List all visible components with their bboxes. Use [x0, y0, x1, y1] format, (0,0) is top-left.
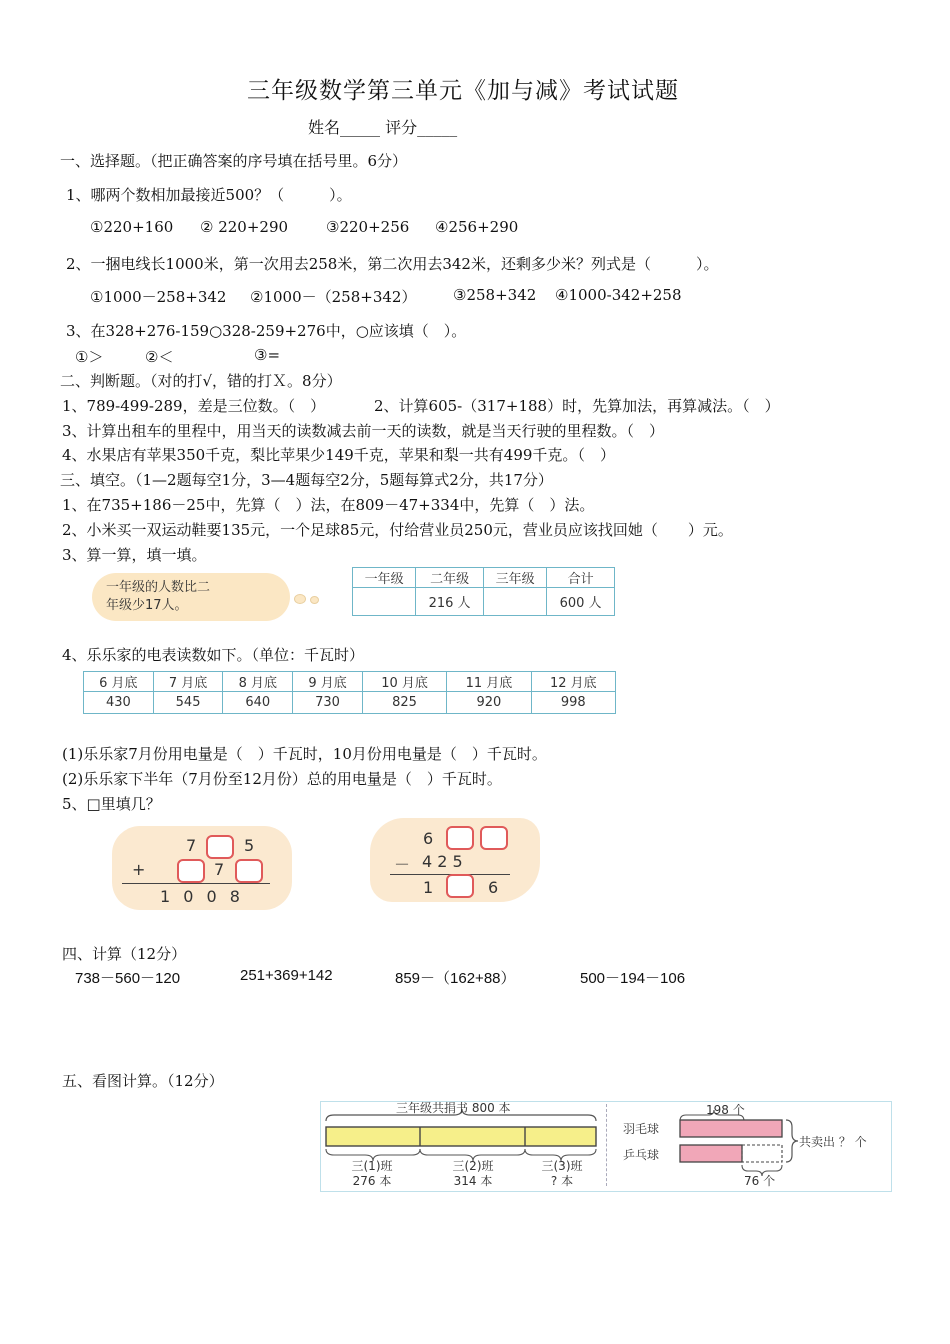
s3-q4-2: (2)乐乐家下半年（7月份至12月份）总的用电量是（ ）千瓦时。: [62, 770, 502, 788]
total-sold-label: 共卖出 ？ 个: [799, 1135, 867, 1149]
pingpong-label: 乒乓球: [623, 1148, 660, 1162]
puzzle2-digit: 6: [423, 829, 434, 848]
meter-header: 8 月底: [223, 672, 293, 692]
page-title: 三年级数学第三单元《加与减》考试试题: [247, 78, 679, 104]
class1-name: 三(1)班: [351, 1159, 393, 1173]
class2-name: 三(2)班: [452, 1159, 494, 1173]
s1-q1-opt3: ③220+256: [326, 218, 410, 236]
blank-box[interactable]: [177, 859, 205, 883]
meter-header: 7 月底: [153, 672, 223, 692]
minus-sign: －: [394, 855, 411, 874]
puzzle1-digit: 7: [186, 836, 197, 855]
class1-value: 276 本: [352, 1174, 392, 1188]
badminton-bar: [680, 1120, 782, 1137]
s2-q2: 2、计算605-（317+188）时，先算加法，再算减法。（ ）: [374, 397, 780, 415]
blank-box[interactable]: [235, 859, 263, 883]
s1-q1-opt4: ④256+290: [435, 218, 519, 236]
meter-cell: 545: [153, 692, 223, 714]
calc-expr-3: 859－（162+88）: [395, 970, 516, 987]
s3-q5: 5、□里填几？: [62, 795, 161, 813]
s2-q3: 3、计算出租车的里程中，用当天的读数减去前一天的读数，就是当天行驶的里程数。（ ）: [62, 422, 665, 440]
books-total-label: 三年级共捐书 800 本: [396, 1101, 511, 1115]
class3-label: [540, 1159, 584, 1189]
calc-expr-2: 251+369+142: [240, 967, 333, 984]
meter-header: 6 月底: [84, 672, 154, 692]
badminton-count: 198 个: [706, 1103, 745, 1117]
s1-q1-opt2: ② 220+290: [200, 218, 289, 236]
s3-q3: 3、算一算，填一填。: [62, 546, 207, 564]
s1-q3-opt2: ②＜: [145, 348, 174, 366]
class3-value: ? 本: [550, 1174, 574, 1188]
bubble-dot: [294, 594, 306, 604]
class2-label: [451, 1159, 495, 1189]
hint-line-1: 一年级的人数比二: [106, 580, 211, 595]
s1-q1-opt1: ①220+160: [90, 218, 174, 236]
s2-q1: 1、789-499-289，差是三位数。（ ）: [62, 397, 326, 415]
meter-cell: 430: [84, 692, 154, 714]
blank-box[interactable]: [446, 874, 474, 898]
bubble-dot: [310, 596, 319, 604]
grade-cell: 216 人: [416, 588, 484, 616]
hint-line-2: 年级少17人。: [106, 598, 188, 613]
grade-header: 合计: [547, 568, 615, 588]
s1-q3: 3、在328+276-159○328-259+276中，○应该填（ ）。: [66, 322, 467, 340]
pingpong-dashed: [742, 1145, 782, 1162]
difference-count: 76 个: [744, 1174, 776, 1188]
class2-value: 314 本: [453, 1174, 493, 1188]
meter-cell: 998: [531, 692, 615, 714]
puzzle1-digit: 5: [244, 836, 255, 855]
calc-expr-1: 738－560－120: [75, 970, 181, 987]
meter-cell: 920: [447, 692, 531, 714]
s1-heading: 一、选择题。（把正确答案的序号填在括号里。6分）: [60, 152, 408, 170]
meter-cell: 730: [293, 692, 363, 714]
meter-header: 9 月底: [293, 672, 363, 692]
s1-q3-opt1: ①＞: [75, 348, 104, 366]
s3-q1: 1、在735+186－25中，先算（ ）法，在809－47+334中，先算（ ）法。: [62, 496, 595, 514]
s1-q2-opt2: ②1000－（258+342）: [250, 288, 417, 306]
s3-q4: 4、乐乐家的电表读数如下。（单位：千瓦时）: [62, 646, 365, 664]
s1-q2: 2、一捆电线长1000米，第一次用去258米，第二次用去342米，还剩多少米？列式是（ ）。: [66, 255, 719, 273]
s1-q3-opt3: ③=: [254, 346, 281, 364]
class3-name: 三(3)班: [541, 1159, 583, 1173]
puzzle2-digit: 1: [423, 878, 434, 897]
badminton-label: 羽毛球: [623, 1122, 660, 1136]
meter-cell: 825: [362, 692, 446, 714]
grade-table: [352, 567, 615, 616]
s1-q2-opt3: ③258+342: [453, 286, 537, 304]
pingpong-bar: [680, 1145, 742, 1162]
s4-heading: 四、计算（12分）: [62, 945, 187, 963]
s1-q1: 1、哪两个数相加最接近500？（ ）。: [66, 186, 352, 204]
grade-header: 一年级: [353, 568, 416, 588]
figure-separator: [606, 1104, 607, 1186]
s3-heading: 三、填空。（1—2题每空1分，3—4题每空2分，5题每算式2分，共17分）: [60, 471, 553, 489]
puzzle1-digit: 7: [214, 860, 225, 879]
meter-cell: 640: [223, 692, 293, 714]
class1-label: [350, 1159, 394, 1189]
plus-sign: +: [132, 860, 146, 879]
s5-heading: 五、看图计算。（12分）: [62, 1072, 224, 1090]
grade-cell: [483, 588, 546, 616]
blank-box[interactable]: [446, 826, 474, 850]
sum-line: [122, 883, 270, 884]
puzzle2-digit: 6: [488, 878, 499, 897]
puzzle1-result: 1 0 0 8: [160, 887, 244, 906]
sum-brace: [786, 1120, 798, 1162]
calc-expr-4: 500－194－106: [580, 970, 686, 987]
s1-q2-opt1: ①1000－258+342: [90, 288, 227, 306]
puzzle2-digits: 4 2 5: [422, 852, 463, 871]
grade-header: 二年级: [416, 568, 484, 588]
blank-box[interactable]: [206, 835, 234, 859]
meter-header: 12 月底: [531, 672, 615, 692]
grade-header: 三年级: [483, 568, 546, 588]
s3-q4-1: (1)乐乐家7月份用电量是（ ）千瓦时，10月份用电量是（ ）千瓦时。: [62, 745, 547, 763]
blank-box[interactable]: [480, 826, 508, 850]
meter-header: 10 月底: [362, 672, 446, 692]
s2-q4: 4、水果店有苹果350千克，梨比苹果少149千克，苹果和梨一共有499千克。（ ）: [62, 446, 615, 464]
s2-heading: 二、判断题。（对的打√，错的打Ｘ。8分）: [60, 372, 342, 390]
s3-q2: 2、小米买一双运动鞋要135元，一个足球85元，付给营业员250元，营业员应该找回她（ ）元。: [62, 521, 733, 539]
name-score-line: 姓名_____ 评分_____: [308, 118, 458, 137]
books-bar: [326, 1127, 596, 1146]
grade-cell: 600 人: [547, 588, 615, 616]
s1-q2-opt4: ④1000-342+258: [555, 286, 682, 304]
hint-bubble: [92, 573, 290, 621]
meter-table: [83, 671, 616, 714]
grade-cell: [353, 588, 416, 616]
meter-header: 11 月底: [447, 672, 531, 692]
